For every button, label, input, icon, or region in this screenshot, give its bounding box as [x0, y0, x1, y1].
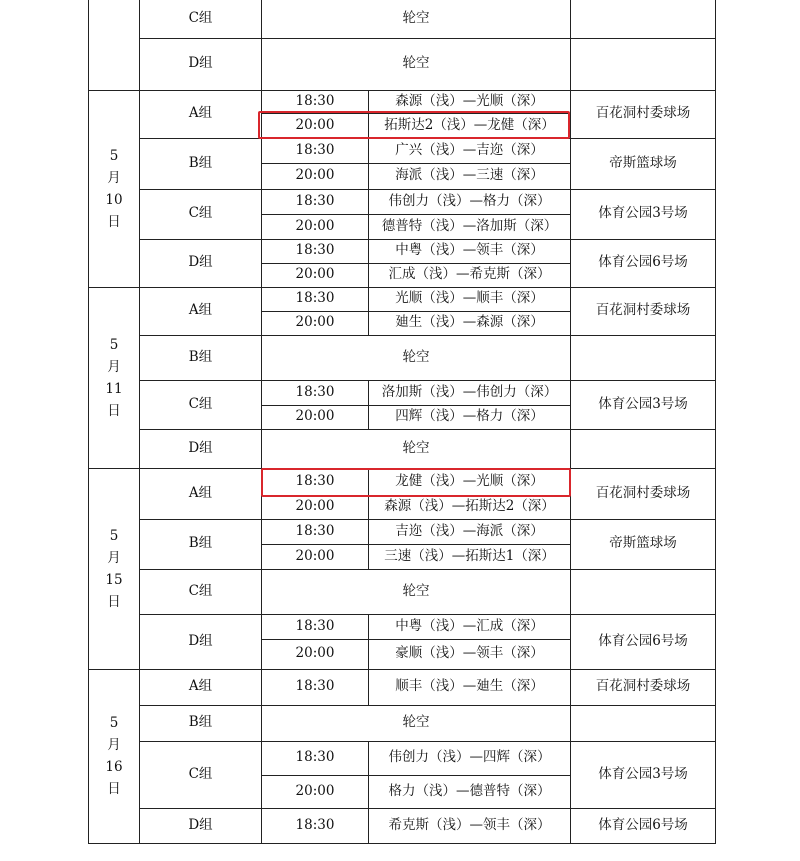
table-row — [89, 614, 716, 639]
time-cell: 18:30 — [262, 287, 369, 311]
match-cell: 中粤（浅）—领丰（深） — [369, 239, 571, 263]
table-row — [89, 519, 716, 544]
venue-cell: 百花洞村委球场 — [571, 669, 716, 705]
time-cell: 20:00 — [262, 113, 369, 138]
time-cell: 20:00 — [262, 163, 369, 189]
match-cell: 洛加斯（浅）—伟创力（深） — [369, 380, 571, 405]
time-cell: 18:30 — [262, 138, 369, 163]
table-row — [89, 38, 716, 90]
match-cell: 光顺（浅）—顺丰（深） — [369, 287, 571, 311]
match-cell: 豪顺（浅）—领丰（深） — [369, 639, 571, 669]
match-cell: 顺丰（浅）—廸生（深） — [369, 669, 571, 705]
group-cell: D组 — [140, 38, 262, 90]
match-cell: 三速（浅）—拓斯达1（深） — [369, 544, 571, 569]
bye-cell: 轮空 — [262, 429, 571, 468]
venue-cell: 帝斯篮球场 — [571, 519, 716, 569]
venue-cell — [571, 335, 716, 380]
group-cell: C组 — [140, 741, 262, 808]
table-row — [89, 705, 716, 741]
group-cell: D组 — [140, 808, 262, 843]
table-row — [89, 569, 716, 614]
match-cell: 四辉（浅）—格力（深） — [369, 405, 571, 429]
match-cell: 龙健（浅）—光顺（深） — [369, 468, 571, 495]
table-row — [89, 808, 716, 843]
time-cell: 18:30 — [262, 808, 369, 843]
table-row — [89, 429, 716, 468]
group-cell: C组 — [140, 0, 262, 38]
venue-cell — [571, 429, 716, 468]
match-cell: 伟创力（浅）—格力（深） — [369, 189, 571, 214]
time-cell: 20:00 — [262, 214, 369, 239]
bye-cell: 轮空 — [262, 38, 571, 90]
match-cell: 德普特（浅）—洛加斯（深） — [369, 214, 571, 239]
time-cell: 18:30 — [262, 189, 369, 214]
group-cell: B组 — [140, 519, 262, 569]
table-row — [89, 189, 716, 214]
date-cell: 5 月 15 日 — [89, 468, 140, 669]
group-cell: D组 — [140, 429, 262, 468]
venue-cell — [571, 569, 716, 614]
table-row — [89, 380, 716, 405]
group-cell: C组 — [140, 189, 262, 239]
group-cell: A组 — [140, 90, 262, 138]
match-cell: 海派（浅）—三速（深） — [369, 163, 571, 189]
match-cell: 广兴（浅）—吉迩（深） — [369, 138, 571, 163]
time-cell: 20:00 — [262, 263, 369, 287]
venue-cell — [571, 0, 716, 38]
match-cell: 希克斯（浅）—领丰（深） — [369, 808, 571, 843]
group-cell: D组 — [140, 614, 262, 669]
venue-cell: 体育公园6号场 — [571, 808, 716, 843]
date-cell — [89, 0, 140, 90]
table-row — [89, 239, 716, 263]
date-cell: 5 月 16 日 — [89, 669, 140, 843]
time-cell: 20:00 — [262, 311, 369, 335]
group-cell: C组 — [140, 569, 262, 614]
venue-cell: 体育公园3号场 — [571, 741, 716, 808]
time-cell: 20:00 — [262, 544, 369, 569]
match-cell: 廸生（浅）—森源（深） — [369, 311, 571, 335]
group-cell: A组 — [140, 287, 262, 335]
venue-cell: 百花洞村委球场 — [571, 90, 716, 138]
table-row — [89, 287, 716, 311]
time-cell: 18:30 — [262, 519, 369, 544]
table-row — [89, 138, 716, 163]
bye-cell: 轮空 — [262, 569, 571, 614]
group-cell: A组 — [140, 468, 262, 519]
time-cell: 20:00 — [262, 639, 369, 669]
bye-cell: 轮空 — [262, 335, 571, 380]
table-row — [89, 335, 716, 380]
match-cell: 拓斯达2（浅）—龙健（深） — [369, 113, 571, 138]
match-cell: 汇成（浅）—希克斯（深） — [369, 263, 571, 287]
match-cell: 格力（浅）—德普特（深） — [369, 775, 571, 808]
group-cell: B组 — [140, 705, 262, 741]
schedule-table — [88, 0, 716, 844]
venue-cell: 百花洞村委球场 — [571, 468, 716, 519]
venue-cell — [571, 38, 716, 90]
venue-cell: 百花洞村委球场 — [571, 287, 716, 335]
bye-cell: 轮空 — [262, 0, 571, 38]
time-cell: 20:00 — [262, 775, 369, 808]
time-cell: 18:30 — [262, 669, 369, 705]
group-cell: B组 — [140, 335, 262, 380]
table-row — [89, 669, 716, 705]
time-cell: 18:30 — [262, 468, 369, 495]
time-cell: 18:30 — [262, 741, 369, 775]
match-cell: 伟创力（浅）—四辉（深） — [369, 741, 571, 775]
table-row — [89, 0, 716, 38]
group-cell: B组 — [140, 138, 262, 189]
venue-cell: 体育公园3号场 — [571, 380, 716, 429]
date-cell: 5 月 10 日 — [89, 90, 140, 287]
group-cell: C组 — [140, 380, 262, 429]
match-cell: 森源（浅）—拓斯达2（深） — [369, 495, 571, 519]
bye-cell: 轮空 — [262, 705, 571, 741]
group-cell: D组 — [140, 239, 262, 287]
time-cell: 18:30 — [262, 90, 369, 113]
venue-cell: 体育公园6号场 — [571, 614, 716, 669]
table-row — [89, 741, 716, 775]
venue-cell: 体育公园3号场 — [571, 189, 716, 239]
time-cell: 20:00 — [262, 405, 369, 429]
venue-cell — [571, 705, 716, 741]
match-cell: 森源（浅）—光顺（深） — [369, 90, 571, 113]
table-row — [89, 90, 716, 113]
match-cell: 吉迩（浅）—海派（深） — [369, 519, 571, 544]
date-cell: 5 月 11 日 — [89, 287, 140, 468]
time-cell: 18:30 — [262, 380, 369, 405]
table-row — [89, 468, 716, 495]
time-cell: 18:30 — [262, 239, 369, 263]
match-cell: 中粤（浅）—汇成（深） — [369, 614, 571, 639]
venue-cell: 体育公园6号场 — [571, 239, 716, 287]
time-cell: 18:30 — [262, 614, 369, 639]
time-cell: 20:00 — [262, 495, 369, 519]
group-cell: A组 — [140, 669, 262, 705]
venue-cell: 帝斯篮球场 — [571, 138, 716, 189]
